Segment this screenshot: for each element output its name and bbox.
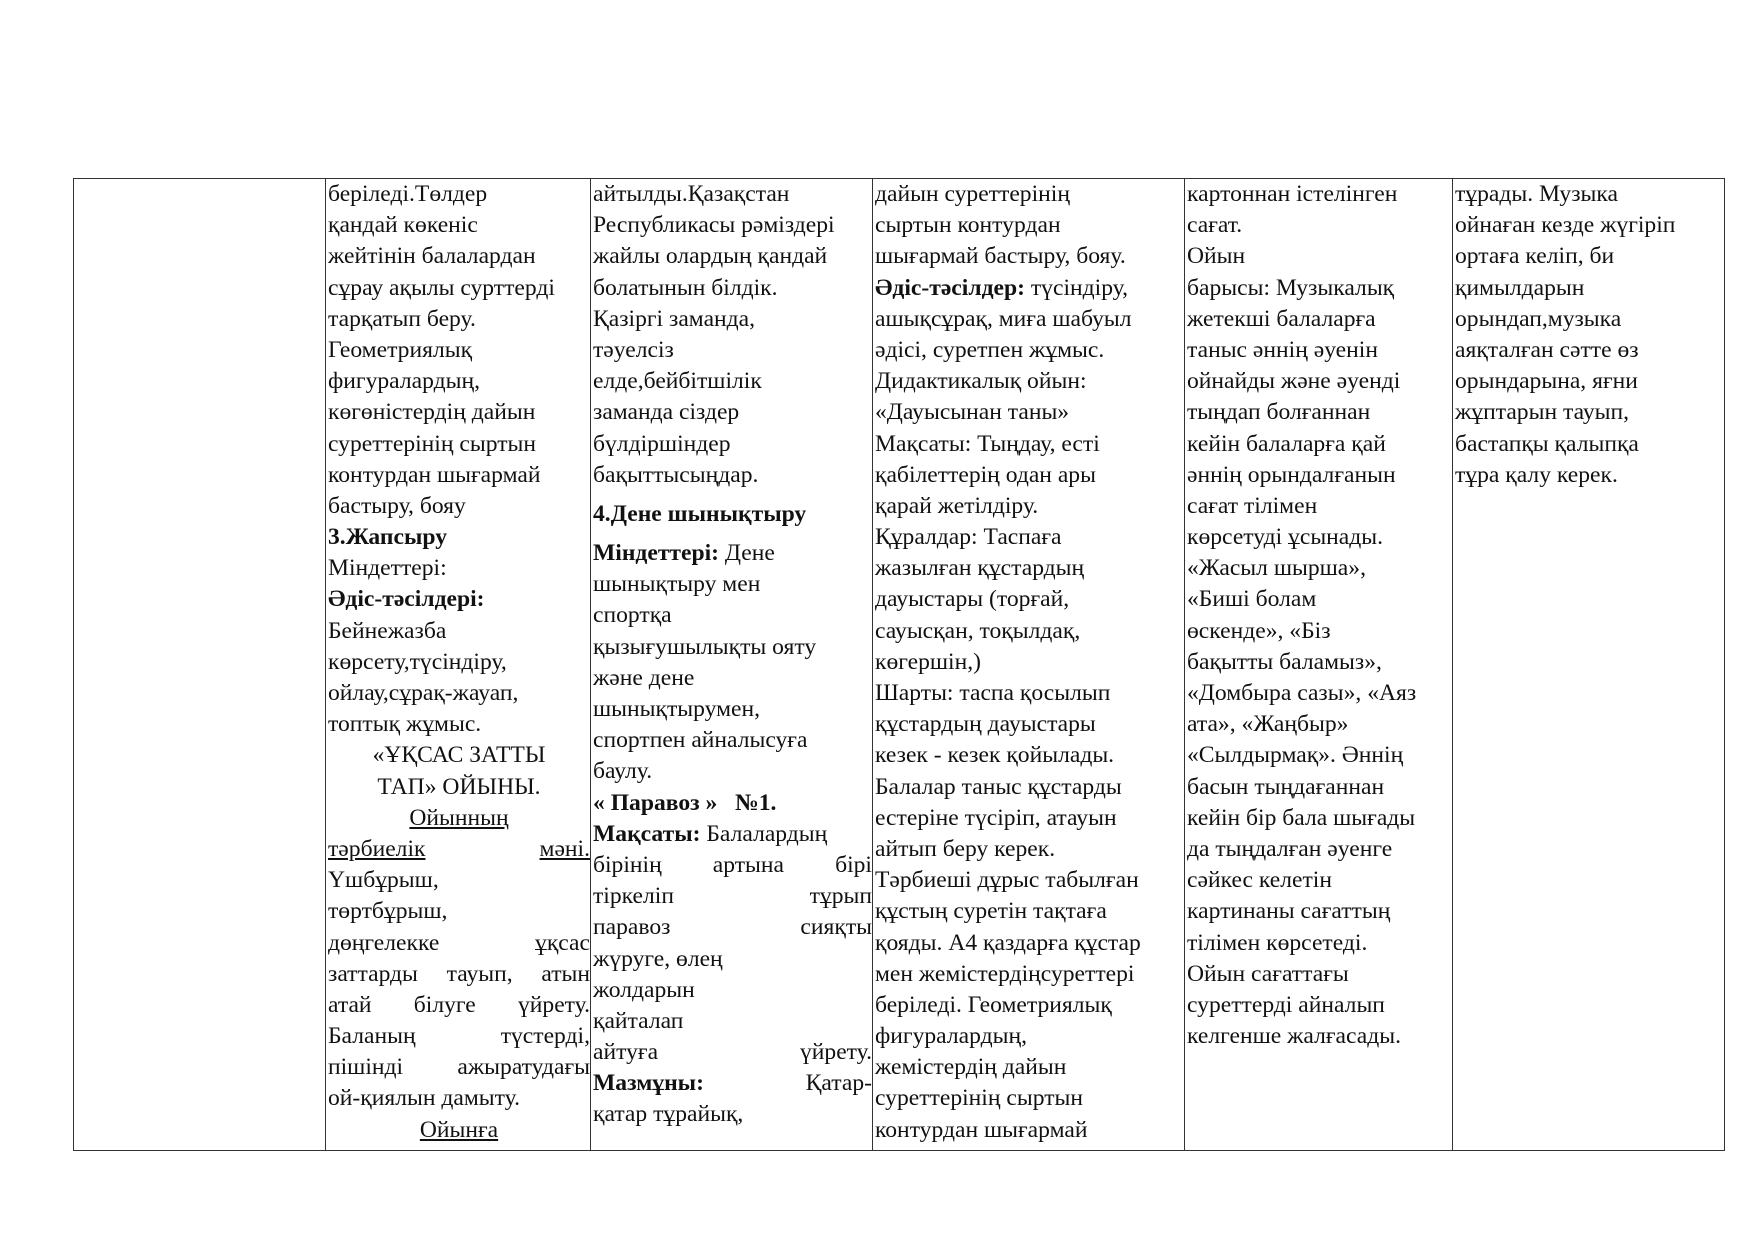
- text-line: [593, 975, 872, 1006]
- text-line: таныс әннің әуенін: [1187, 336, 1378, 363]
- text-word: заттарды: [328, 960, 418, 987]
- text-line: Ойын: [1187, 243, 1246, 270]
- text-line: суреттерінің сыртын: [328, 430, 536, 457]
- text-line: заманда сіздер: [593, 399, 740, 426]
- text-word: тұрып: [809, 883, 872, 910]
- text-line: Балалар таныс құстарды: [875, 773, 1122, 800]
- text-line: «Домбыра сазы», «Аяз: [1187, 680, 1417, 706]
- text-line: бақытты баламыз»,: [1187, 648, 1382, 675]
- text-line: «Дауысынан таны»: [875, 399, 1070, 426]
- text-line: көгершін,): [875, 648, 981, 675]
- text-word: сияқты: [800, 914, 872, 941]
- text-line: Тәрбиеші дұрыс табылған: [875, 867, 1139, 894]
- text-line: айтылды.Қазақстан: [593, 181, 790, 207]
- text-line: спортқа: [593, 602, 672, 629]
- text-word: үйрету.: [799, 1039, 872, 1066]
- table-cell-col4: [873, 179, 1185, 1151]
- text-line: [593, 1006, 872, 1037]
- text-line: құстың суретін тақтаға: [875, 898, 1107, 925]
- text-line: контурдан шығармай: [328, 461, 541, 488]
- text-line: көрсету,түсіндіру,: [328, 648, 507, 675]
- text-line: қандай көкеніс: [328, 212, 478, 239]
- text-word: паравоз: [593, 914, 671, 941]
- table-cell-col5: [1185, 179, 1453, 1151]
- text-line: әдісі, суретпен жұмыс.: [875, 336, 1105, 363]
- col2-methods-label: Әдіс-тәсілдері:: [328, 586, 485, 613]
- col2-game-title: [328, 740, 590, 802]
- col3-heading: 4.Дене шынықтыру: [593, 500, 807, 527]
- text-word: дөңгелекке: [328, 929, 440, 956]
- text-line: келгенше жалғасады.: [1187, 1023, 1402, 1050]
- col2-tasks-label: Міндеттері:: [328, 555, 447, 582]
- col2-paragraph-2: [328, 616, 590, 741]
- text-line: жазылған құстардың: [875, 555, 1085, 582]
- text-line: бастапқы қалыпқа: [1455, 430, 1639, 457]
- text-word: бірі: [835, 851, 872, 878]
- text-line: қояды. А4 қаздарға құстар: [875, 929, 1141, 956]
- text-line: [593, 850, 872, 881]
- text-line: сауысқан, тоқылдақ,: [875, 617, 1081, 644]
- col3-tasks: [593, 538, 872, 788]
- text-line: қарай жетілдіру.: [875, 492, 1039, 519]
- lesson-plan-table: [73, 178, 1725, 1151]
- text-line: баулу.: [593, 758, 653, 785]
- text-line: топтық жұмыс.: [328, 711, 482, 738]
- text-word: төртбұрыш,: [328, 898, 448, 925]
- text-line: барысы: Музыкалық: [1187, 274, 1395, 301]
- col3-content-line-1: Мазмұны: Қатар-: [593, 1070, 872, 1097]
- text-line: Дидактикалық ойын:: [875, 368, 1087, 395]
- text-word: үйрету.: [517, 991, 590, 1018]
- text-line: кейін балаларға қай: [1187, 430, 1386, 457]
- text-line: «Сылдырмақ». Әннің: [1187, 742, 1404, 769]
- text-line: сағат тілімен: [1187, 492, 1318, 519]
- col2-last-label: Ойынға: [419, 1116, 499, 1143]
- text-line: жемістердің дайын: [875, 1054, 1067, 1081]
- text-line: Құралдар: Таспаға: [875, 524, 1062, 551]
- col3-game-name: « Паравоз » №1.: [593, 789, 777, 816]
- table-cell-col3: [591, 179, 873, 1151]
- text-line: Республикасы рәміздері: [593, 212, 835, 239]
- text-line: тыңдап болғаннан: [1187, 399, 1371, 426]
- col2-edu-label-1: Ойынның: [409, 804, 509, 831]
- text-line: көрсетуді ұсынады.: [1187, 524, 1384, 551]
- text-word: қайталап: [593, 1007, 684, 1034]
- text-line: [328, 990, 590, 1021]
- text-word: жүруге, өлең: [593, 945, 723, 972]
- text-line: [593, 1037, 872, 1068]
- text-line: фигуралардың,: [875, 1023, 1027, 1050]
- col3-goal-line-1: Мақсаты: Балалардың: [593, 820, 828, 847]
- table-cell-col6: [1453, 179, 1725, 1151]
- col3-tasks-line-1: Міндеттері: Дене: [593, 540, 775, 567]
- text-line: Қазіргі заманда,: [593, 305, 756, 332]
- text-word: түстерді,: [500, 1023, 590, 1050]
- text-line: орындап,музыка: [1455, 305, 1622, 332]
- text-line: [328, 959, 590, 990]
- text-word: бірінің: [593, 851, 662, 878]
- text-line: Геометриялық: [328, 336, 473, 363]
- text-line: тілімен көрсетеді.: [1187, 929, 1368, 956]
- col3-content-text: [593, 1099, 872, 1130]
- text-line: аяқталған сәтте өз: [1455, 336, 1639, 363]
- col2-heading: 3.Жапсыру: [328, 524, 448, 551]
- text-line: [328, 865, 590, 896]
- text-line: [328, 1052, 590, 1083]
- text-line: қабілеттерің одан ары: [875, 461, 1096, 488]
- col5-content: [1187, 179, 1452, 1052]
- text-line: [593, 912, 872, 943]
- text-line: кейін бір бала шығады: [1187, 804, 1416, 831]
- text-word: Баланың: [328, 1023, 416, 1050]
- text-line: ата», «Жаңбыр»: [1187, 711, 1349, 738]
- col4-paragraph-2: [875, 304, 1184, 1146]
- text-line: дауыстары (торғай,: [875, 586, 1070, 613]
- text-line: картинаны сағаттың: [1187, 898, 1391, 925]
- text-line: басын тыңдағаннан: [1187, 773, 1385, 800]
- text-line: жейтінін балалардан: [328, 243, 536, 270]
- text-line: және дене: [593, 664, 695, 691]
- col6-content: [1455, 179, 1724, 491]
- text-line: естеріне түсіріп, атауын: [875, 804, 1117, 831]
- text-line: шынықтыру мен: [593, 571, 761, 598]
- text-word: Үшбұрыш,: [328, 867, 439, 894]
- text-word: айтуға: [593, 1039, 659, 1066]
- text-line: қимылдарын: [1455, 274, 1585, 301]
- col3-goal-text: [593, 850, 872, 1068]
- text-word: жолдарын: [593, 976, 695, 1003]
- text-line: фигуралардың,: [328, 368, 480, 395]
- text-line: айтып беру керек.: [875, 835, 1056, 862]
- text-line: бастыру, бояу: [328, 492, 466, 519]
- text-word: ой-қиялын дамыту.: [328, 1085, 520, 1112]
- text-word: тауып,: [446, 960, 513, 987]
- text-line: [328, 928, 590, 959]
- text-word: білуге: [413, 991, 476, 1018]
- text-line: «Жасыл шырша»,: [1187, 555, 1366, 582]
- col2-content: [328, 179, 590, 1146]
- text-line: тарқатып беру.: [328, 305, 476, 332]
- col4-methods-line: Әдіс-тәсілдер: түсіндіру,: [875, 274, 1129, 301]
- text-line: сұрау ақылы сурттерді: [328, 274, 555, 301]
- text-line: Мақсаты: Тыңдау, есті: [875, 430, 1100, 457]
- text-word: атай: [328, 991, 372, 1018]
- text-line: спортпен айналысуға: [593, 727, 808, 754]
- text-line: шығармай бастыру, бояу.: [875, 243, 1126, 270]
- text-line: [328, 1083, 590, 1114]
- table-cell-col1: [74, 179, 326, 1151]
- text-line: беріледі.Төлдер: [328, 181, 488, 207]
- text-line: шынықтырумен,: [593, 696, 761, 722]
- text-line: суреттерінің сыртын: [875, 1085, 1083, 1112]
- table-cell-col2: [326, 179, 591, 1151]
- text-line: беріледі. Геометриялық: [875, 991, 1112, 1018]
- text-line: ойнайды және әуенді: [1187, 368, 1401, 395]
- col2-edu-label-2: тәрбиелік мәні.: [328, 835, 590, 862]
- text-line: кезек - кезек қойылады.: [875, 742, 1115, 769]
- text-line: Ойын сағаттағы: [1187, 960, 1349, 987]
- text-line: қызығушылықты ояту: [593, 633, 817, 660]
- text-line: дайын суреттерінің: [875, 181, 1070, 207]
- text-line: елде,бейбітшілік: [593, 368, 762, 395]
- text-line: бақыттысыңдар.: [593, 461, 759, 488]
- text-line: жетекші балаларға: [1187, 305, 1376, 332]
- text-line: «ҰҚСАС ЗАТТЫ: [372, 742, 546, 769]
- text-word: тіркеліп: [593, 883, 674, 910]
- text-line: [328, 1021, 590, 1052]
- text-line: жұптарын тауып,: [1455, 399, 1630, 426]
- text-line: ойнаған кезде жүгіріп: [1455, 212, 1676, 239]
- col2-paragraph-1: [328, 179, 590, 522]
- text-word: ажыратудағы: [457, 1054, 590, 1081]
- text-line: Бейнежазба: [328, 617, 447, 644]
- text-line: ашықсұрақ, миға шабуыл: [875, 305, 1132, 332]
- text-word: атын: [541, 960, 590, 987]
- text-line: тұра қалу керек.: [1455, 461, 1618, 488]
- text-line: сәйкес келетін: [1187, 867, 1332, 894]
- text-line: Шарты: таспа қосылып: [875, 680, 1111, 706]
- text-line: да тыңдалған әуенге: [1187, 835, 1393, 862]
- text-line: сағат.: [1187, 212, 1243, 239]
- text-line: [593, 881, 872, 912]
- text-line: жайлы олардың қандай: [593, 243, 828, 270]
- text-line: мен жемістердіңсуреттері: [875, 960, 1135, 987]
- text-line: болатынын білдік.: [593, 274, 778, 301]
- text-line: тәуелсіз: [593, 336, 674, 363]
- text-word: пішінді: [328, 1054, 404, 1081]
- col4-content: [875, 179, 1184, 1146]
- text-line: [328, 896, 590, 927]
- text-line: құстардың дауыстары: [875, 711, 1096, 738]
- text-line: ортаға келіп, би: [1455, 243, 1615, 270]
- text-line: бүлдіршіндер: [593, 430, 731, 457]
- text-line: «Биші болам: [1187, 586, 1317, 613]
- text-line: орындарына, яғни: [1455, 368, 1638, 395]
- text-line: тұрады. Музыка: [1455, 181, 1618, 207]
- text-line: суреттерді айналып: [1187, 991, 1385, 1018]
- text-line: әннің орындалғанын: [1187, 461, 1396, 488]
- col3-paragraph-1: [593, 179, 872, 491]
- text-line: ТАП» ОЙЫНЫ.: [377, 773, 541, 800]
- col3-content: [593, 179, 872, 1131]
- col2-paragraph-3: [328, 865, 590, 1115]
- text-line: ойлау,сұрақ-жауап,: [328, 680, 519, 706]
- text-line: қатар тұрайық,: [593, 1101, 744, 1128]
- text-line: көгөністердің дайын: [328, 399, 536, 426]
- text-word: ұқсас: [535, 929, 590, 956]
- col4-paragraph-1: [875, 179, 1184, 273]
- text-line: [593, 944, 872, 975]
- text-line: контурдан шығармай: [875, 1116, 1088, 1143]
- text-word: артына: [712, 851, 785, 878]
- text-line: өскенде», «Біз: [1187, 617, 1331, 644]
- text-line: сыртын контурдан: [875, 212, 1061, 239]
- text-line: картоннан істелінген: [1187, 181, 1398, 207]
- table-row: [74, 179, 1725, 1151]
